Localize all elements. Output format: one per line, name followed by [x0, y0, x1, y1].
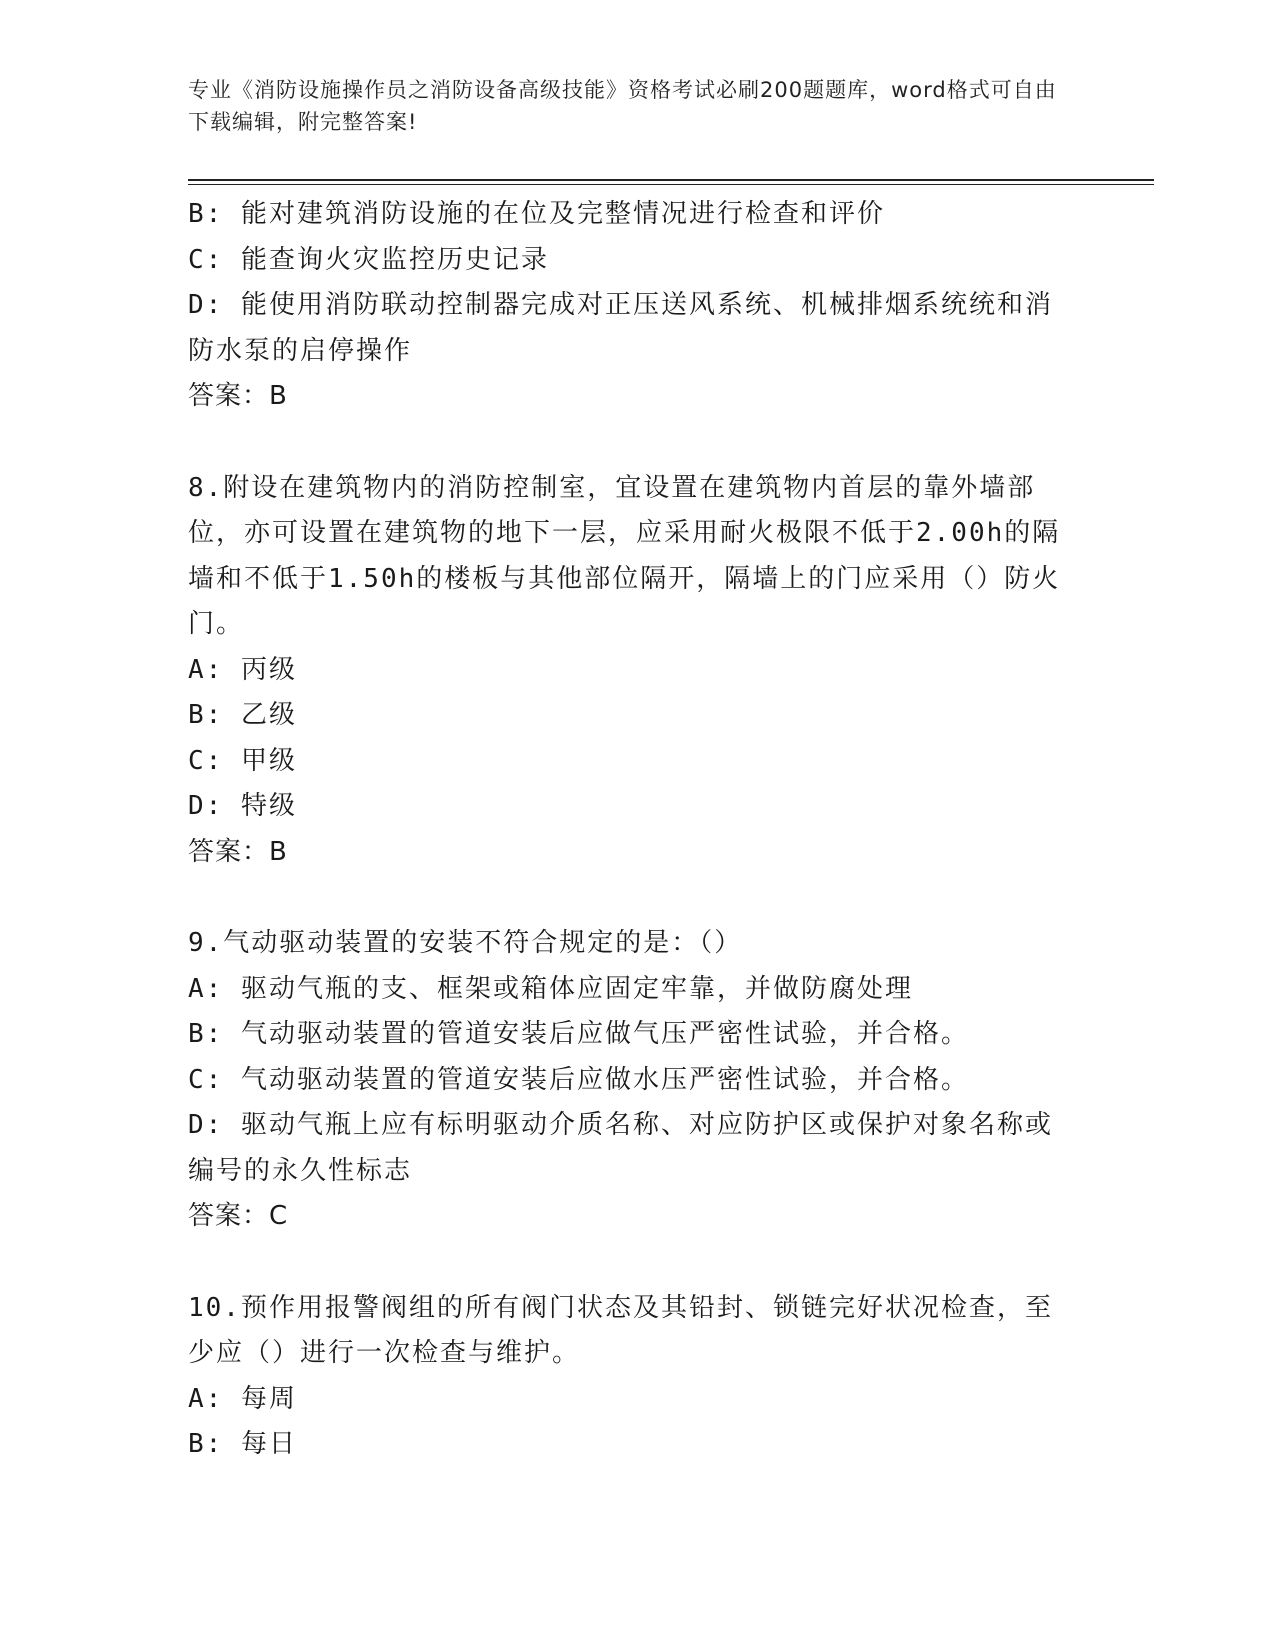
q9-stem: 9.气动驱动装置的安装不符合规定的是：（） — [188, 928, 743, 958]
question-content — [188, 192, 1078, 1468]
q7-answer: 答案：B — [188, 381, 288, 411]
spacer — [188, 1240, 1078, 1286]
q8-option-d: D: 特级 — [188, 791, 297, 821]
q7-option-d: D: 能使用消防联动控制器完成对正压送风系统、机械排烟系统统和消防水泵的启停操作 — [188, 290, 1053, 366]
q8-option-c: C: 甲级 — [188, 745, 297, 776]
q8-option-a: A: 丙级 — [188, 654, 297, 685]
q9-option-d: D: 驱动气瓶上应有标明驱动介质名称、对应防护区或保护对象名称或编号的永久性标志 — [188, 1110, 1053, 1186]
q7-option-b: B: 能对建筑消防设施的在位及完整情况进行检查和评价 — [188, 199, 885, 229]
spacer — [188, 420, 1078, 466]
q8-answer: 答案：B — [188, 836, 288, 867]
q9-option-c: C: 气动驱动装置的管道安装后应做水压严密性试验，并合格。 — [188, 1064, 969, 1095]
q9-option-b: B: 气动驱动装置的管道安装后应做气压严密性试验，并合格。 — [188, 1019, 969, 1049]
q10-option-a: A: 每周 — [188, 1383, 297, 1414]
spacer — [188, 875, 1078, 921]
header-rule-thick — [188, 179, 1154, 181]
question-8 — [188, 466, 1078, 876]
document-header: 专业《消防设施操作员之消防设备高级技能》资格考试必刷200题题库，word格式可自由下载编辑，附完整答案! — [188, 78, 1057, 134]
q8-stem: 8.附设在建筑物内的消防控制室，宜设置在建筑物内首层的靠外墙部位，亦可设置在建筑物的地下一层，应采用耐火极限不低于2.00h的隔墙和不低于1.50h的楼板与其他部位隔开，隔墙上的门应采用（）防火门。 — [188, 472, 1061, 639]
q9-option-a: A: 驱动气瓶的支、框架或箱体应固定牢靠，并做防腐处理 — [188, 973, 913, 1004]
question-9 — [188, 921, 1078, 1240]
header-rule-thin — [188, 184, 1154, 185]
q7-option-c: C: 能查询火灾监控历史记录 — [188, 244, 549, 275]
question-10 — [188, 1286, 1078, 1468]
q10-option-b: B: 每日 — [188, 1429, 297, 1459]
question-7 — [188, 192, 1078, 420]
q10-stem: 10.预作用报警阀组的所有阀门状态及其铅封、锁链完好状况检查，至少应（）进行一次检查与维护。 — [188, 1292, 1053, 1368]
q9-answer: 答案：C — [188, 1201, 289, 1231]
q8-option-b: B: 乙级 — [188, 700, 297, 730]
